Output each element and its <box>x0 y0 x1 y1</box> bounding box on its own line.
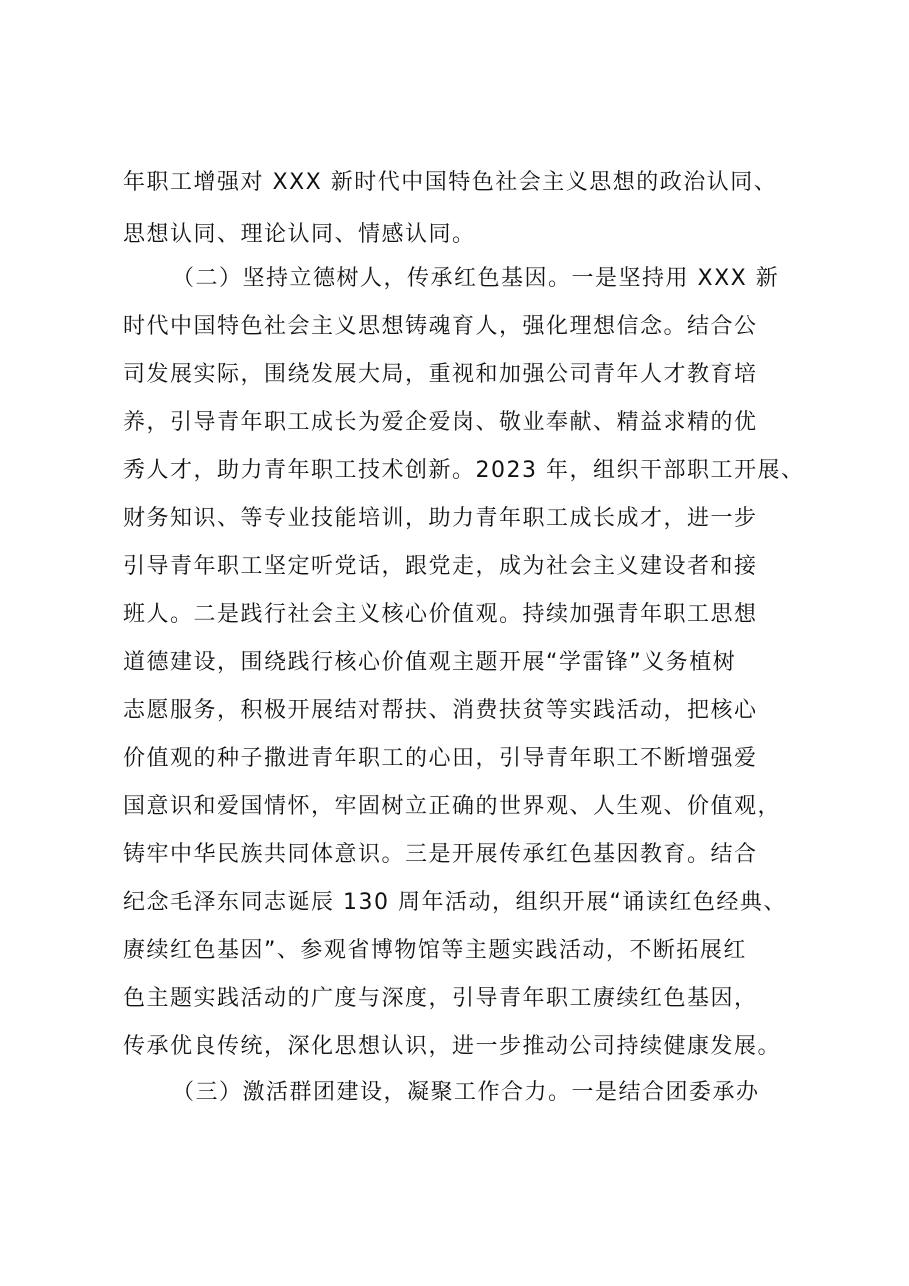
text-line: 纪念毛泽东同志诞辰 130 周年活动，组织开展“诵读红色经典、 <box>123 890 787 915</box>
text-line: 引导青年职工坚定听党话，跟党走，成为社会主义建设者和接 <box>123 554 758 579</box>
text-line: 道德建设，围绕践行核心价值观主题开展“学雷锋”义务植树 <box>123 650 737 675</box>
text-line: 财务知识、等专业技能培训，助力青年职工成长成才，进一步 <box>123 506 758 531</box>
text-line: 年职工增强对 XXX 新时代中国特色社会主义思想的政治认同、 <box>123 170 778 195</box>
text-line: 价值观的种子撒进青年职工的心田，引导青年职工不断增强爱 <box>123 746 758 771</box>
text-line: 色主题实践活动的广度与深度，引导青年职工赓续红色基因， <box>123 986 758 1011</box>
text-line: 秀人才，助力青年职工技术创新。2023 年，组织干部职工开展、 <box>123 458 805 483</box>
section-heading-line: （三）激活群团建设，凝聚工作合力。一是结合团委承办 <box>172 1080 760 1105</box>
text-line: 志愿服务，积极开展结对帮扶、消费扶贫等实践活动，把核心 <box>123 698 758 723</box>
text-line: 传承优良传统，深化思想认识，进一步推动公司持续健康发展。 <box>123 1034 782 1059</box>
text-line: 国意识和爱国情怀，牢固树立正确的世界观、人生观、价值观， <box>123 794 782 819</box>
text-line: 时代中国特色社会主义思想铸魂育人，强化理想信念。结合公 <box>123 314 758 339</box>
text-line: 思想认同、理论认同、情感认同。 <box>123 222 476 247</box>
text-line: 养，引导青年职工成长为爱企爱岗、敬业奉献、精益求精的优 <box>123 410 758 435</box>
text-line: 司发展实际，围绕发展大局，重视和加强公司青年人才教育培 <box>123 362 758 387</box>
text-line: 铸牢中华民族共同体意识。三是开展传承红色基因教育。结合 <box>123 842 758 867</box>
text-line: 班人。二是践行社会主义核心价值观。持续加强青年职工思想 <box>123 602 758 627</box>
section-heading-line: （二）坚持立德树人，传承红色基因。一是坚持用 XXX 新 <box>172 266 780 291</box>
text-line: 赓续红色基因”、参观省博物馆等主题实践活动，不断拓展红 <box>123 938 747 963</box>
